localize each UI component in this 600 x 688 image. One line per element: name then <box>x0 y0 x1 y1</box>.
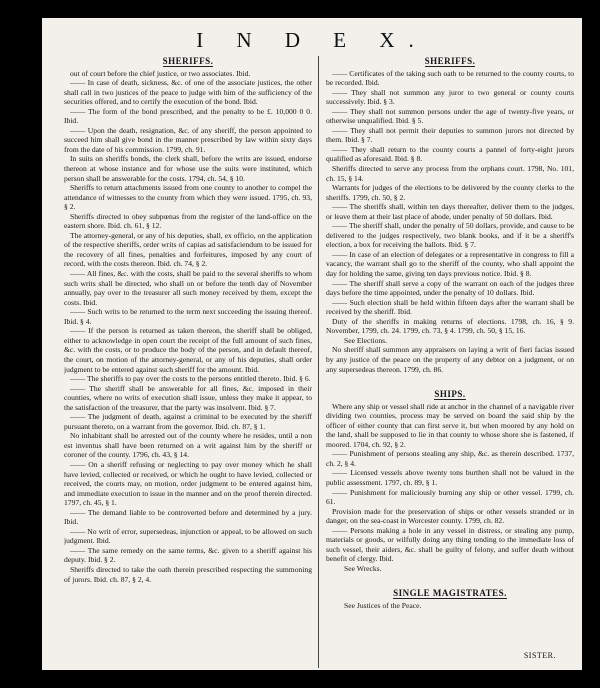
index-entry: —— The judgment of death, against a criminal to be executed by the sheriff pursuant thereto, on a warrant from the governor. Ibid. ch. 87, § 1. <box>64 412 312 431</box>
index-entry: Sheriffs directed to serve any process from the orphans court. 1798, No. 101, ch. 15, § 14. <box>326 164 574 183</box>
right-entries <box>326 69 574 375</box>
index-entry: No sheriff shall summon any appraisers on laying a writ of fieri facias issued by any justice of the peace on the property of any debtor on a judgment, or on any supersedeas thereon. 1799, ch. 86. <box>326 345 574 374</box>
index-entry: —— In case of death, sickness, &c. of one of the associate justices, the other shall call in two justices of the peace to judge with him of the sufficiency of the securities offered, and to certify the execution of the bond. Ibid. <box>64 78 312 107</box>
index-entry: Where any ship or vessel shall ride at anchor in the channel of a navigable river dividing two counties, process may be served on board the said ship by the officer of either county that can first serve it, but when moored by any hold on the land, shall be supposed to lie in that county to whose shore she is fastened, if moored. 1704, ch. 92, § 2. <box>326 401 574 449</box>
ships-entries <box>326 402 574 574</box>
index-entry: —— The demand liable to be controverted before and determined by a jury. Ibid. <box>64 507 312 527</box>
index-entry: Warrants for judges of the elections to be delivered by the county clerks to the sheriffs. 1799, ch. 50, § 2. <box>326 183 574 202</box>
index-entry: —— They shall not summon any juror to two general or county courts successively. Ibid. § 3. <box>326 87 574 107</box>
index-entry: —— Certificates of the taking such oath to be returned to the county courts, to be recorded. Ibid. <box>326 68 574 88</box>
index-entry: —— They shall not permit their deputies to summon jurors not directed by them. Ibid. § 7. <box>326 125 574 145</box>
index-entry: —— Punishment for maliciously burning any ship or other vessel. 1799, ch. 61. <box>326 487 574 507</box>
index-page <box>42 18 582 670</box>
index-entry: —— The form of the bond prescribed, and the penalty to be £. 10,000 0 0. Ibid. <box>64 106 312 126</box>
section-title-ships: SHIPS. <box>434 389 466 400</box>
index-entry: —— The same remedy on the same terms, &c. given to a sheriff against his deputy. Ibid. § 2. <box>64 545 312 565</box>
index-entry: Duty of the sheriffs in making returns of elections. 1798, ch. 16, § 9. November, 1799, ch. 24. 1799, ch. 73, § 4. 1799, ch. 50, § 15, 16. <box>326 316 574 336</box>
column-divider <box>318 56 319 668</box>
section-title-sheriffs-continued: SHERIFFS. <box>424 56 476 66</box>
index-entry: —— They shall return to the county courts a pannel of forty-eight jurors qualified as aforesaid. Ibid. § 8. <box>326 144 574 164</box>
index-entry: —— Such election shall be held within fifteen days after the warrant shall be received by the sheriff. Ibid. <box>326 297 574 317</box>
index-entry: No inhabitant shall be arrested out of the county where he resides, until a non est inventus shall have been returned on a writ against him by the sheriff or coroner of the county. 1796, ch. 43, § 14. <box>64 431 312 460</box>
right-column <box>326 56 574 664</box>
index-entry: Sheriffs to return attachments issued from one county to another to compel the attendance of witnesses to the county from which they were issued. 1795, ch. 93, § 2. <box>64 183 312 212</box>
index-entry: —— Licensed vessels above twenty tons burthen shall not be valued in the public assessment. 1797, ch. 89, § 1. <box>326 468 574 487</box>
single-magistrates-entries <box>326 601 574 611</box>
left-column <box>64 56 312 664</box>
index-entry: —— Punishment of persons stealing any ship, &c. as therein described. 1737, ch. 2, § 4. <box>326 449 574 468</box>
index-entry: —— The sheriffs to pay over the costs to the persons entitled thereto. Ibid. § 6. <box>70 374 311 384</box>
index-entry: —— No writ of error, supersedeas, injunction or appeal, to be allowed on such judgment. Ibid. <box>64 526 312 546</box>
index-entry: out of court before the chief justice, or two associates. Ibid. <box>70 68 251 78</box>
index-entry: Provision made for the preservation of ships or other vessels stranded or in danger, on the sea-coast in Worcester county. 1799, ch. 82. <box>326 506 574 526</box>
index-entry: —— All fines, &c. with the costs, shall be paid to the several sheriffs to whom such writs shall be directed, who shall on or before the tenth day of November annually, pay over to the treasurer all such money received by them, except the costs. Ibid. <box>64 269 312 307</box>
index-entry: —— In case of an election of delegates or a representative in congress to fill a vacancy, the warrant shall go to the sheriff of the county, who shall appoint the day for holding the same, giving ten days previous notice. Ibid. § 8. <box>326 249 574 279</box>
catchword: SISTER. <box>523 651 556 660</box>
index-entry: —— Such writs to be returned to the term next succeeding the issuing thereof. Ibid. § 4. <box>64 307 312 326</box>
index-entry: —— Persons making a hole in any vessel in distress, or stealing any pump, materials or goods, or wilfully doing any thing tending to the immediate loss of such vessel, their aiders, &c. shall be guilty of felony, and suffer death without benefit of clergy. Ibid. <box>326 525 574 564</box>
index-entry: In suits on sheriffs bonds, the clerk shall, before the writs are issued, endorse thereon at whose instance and for whose use the suits were instituted, which person shall be answerable for the costs. 1794, ch. 54, § 10. <box>64 154 312 183</box>
index-entry: See Elections. <box>344 335 388 345</box>
index-entry: —— On a sheriff refusing or neglecting to pay over money which he shall have levied, collected or received, or which he ought to have levied, collected or received, the courts may, on motion, order judgment to be entered against him, and immediate execution to issue in the manner and on the proof therein directed. 1797, ch. 45, § 1. <box>64 459 312 508</box>
index-entry: See Wrecks. <box>344 563 382 573</box>
index-entry: —— The sheriffs shall, within ten days thereafter, deliver them to the judges, or leave them at their last place of abode, under penalty of 50 dollars. Ibid. <box>326 202 574 221</box>
section-title-sheriffs: SHERIFFS. <box>162 56 214 66</box>
index-entry: —— Upon the death, resignation, &c. of any sheriff, the person appointed to succeed him shall give bond in the manner prescribed by law within sixty days from the date of his commission. 1799, ch. 91. <box>64 125 312 154</box>
index-entry: —— The sheriff shall, under the penalty of 50 dollars, provide, and cause to be delivered to the judges respectively, two blank books, and if it be a sheriff's election, a box for receiving the ballots. Ibid. § 7. <box>326 221 574 250</box>
left-entries <box>64 69 312 585</box>
index-entry: Sheriffs directed to obey subpœnas from the register of the land-office on the eastern shore. Ibid. ch. 61, § 12. <box>64 211 312 231</box>
index-entry: —— They shall not summon persons under the age of twenty-five years, or otherwise unqualified. Ibid. § 5. <box>326 106 574 126</box>
index-entry: —— The sheriff shall be answerable for all fines, &c. imposed in their counties, where no writs of execution shall issue, unless they make it appear, to the satisfaction of the treasurer, that the party was insolvent. Ibid. § 7. <box>64 383 312 412</box>
index-entry: —— The sheriff shall serve a copy of the warrant on each of the judges three days before the time appointed, under the penalty of 10 dollars. Ibid. <box>326 278 574 298</box>
section-title-single-magistrates: SINGLE MAGISTRATES. <box>393 588 507 599</box>
index-entry: Sheriffs directed to take the oath therein prescribed respecting the summoning of jurors. Ibid. ch. 87, § 2, 4. <box>64 564 312 584</box>
page-header: I N D E X. <box>196 28 428 52</box>
index-entry: —— If the person is returned as taken thereon, the sheriff shall be obliged, either to acknowledge in open court the receipt of the full amount of such fines, &c. with the costs, or to produce the body of the person, and in default thereof, the court, on motion of the attorney-general, or any of his deputies, shall order judgment to be entered against such sheriff for the amount. Ibid. <box>64 326 312 374</box>
index-entry: The attorney-general, or any of his deputies, shall, ex officio, on the application of the respective sheriffs, order writs of capias ad satisfaciendum to be issued for the recovery of all fines, penalties and forfeitures, imposed by any court of record, with the costs thereon. Ibid. ch. 74, § 2. <box>64 230 312 269</box>
index-entry: See Justices of the Peace. <box>344 600 422 610</box>
